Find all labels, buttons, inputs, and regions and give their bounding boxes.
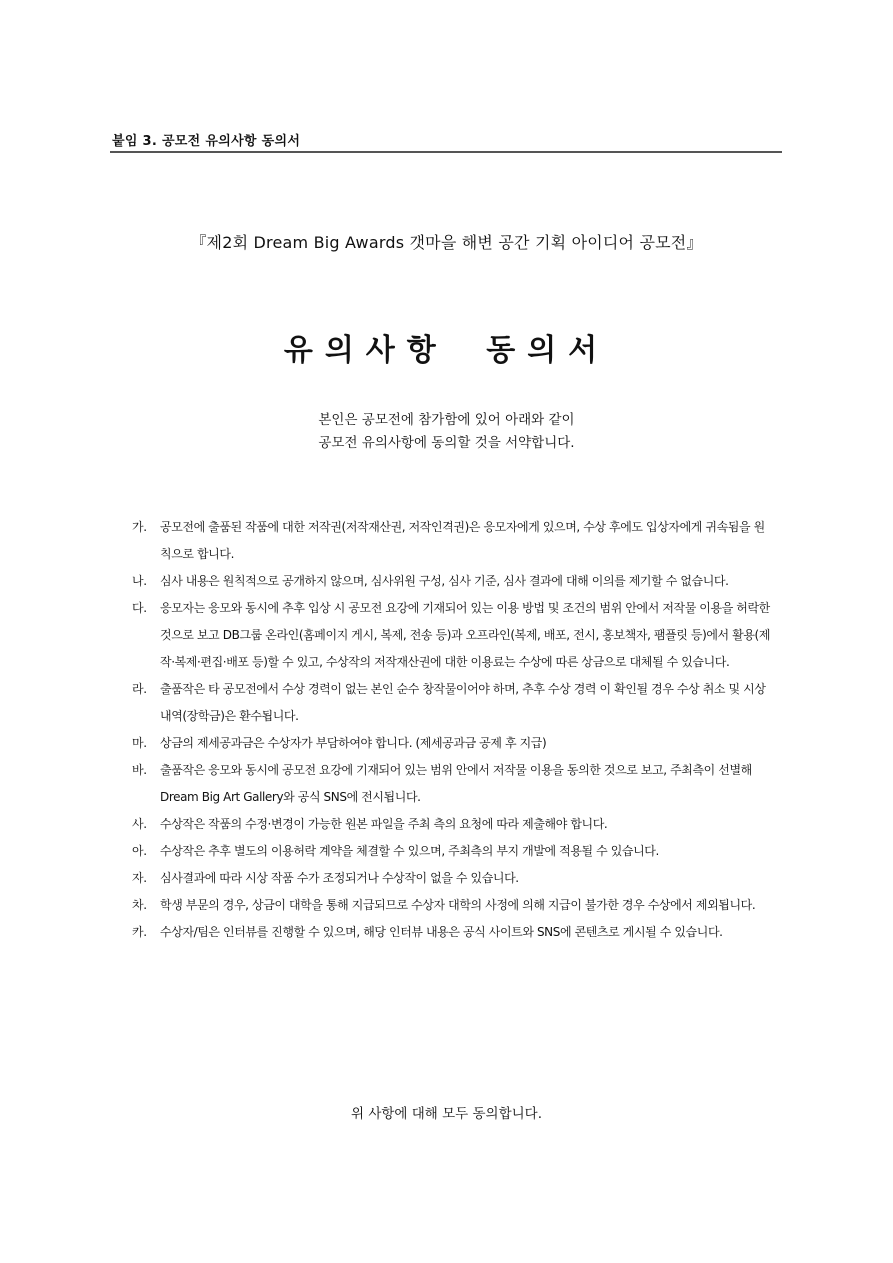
intro-statement <box>0 409 893 455</box>
item-marker: 마. <box>132 736 147 750</box>
item-text: 학생 부문의 경우, 상금이 대학을 통해 지급되므로 수상자 대학의 사정에 의해 지급이 불가한 경우 수상에서 제외됩니다. <box>160 898 756 912</box>
item-marker: 라. <box>132 682 147 696</box>
item-text: 출품작은 응모와 동시에 공모전 요강에 기재되어 있는 범위 안에서 저작물 이용을 동의한 것으로 보고, 주최측이 선별해 Dream Big Art Gallery와 공식 SNS에 전시됩니다. <box>160 763 752 804</box>
intro-line-1: 본인은 공모전에 참가함에 있어 아래와 같이 <box>318 412 575 428</box>
item-text: 수상작은 작품의 수정·변경이 가능한 원본 파일을 주최 측의 요청에 따라 제출해야 합니다. <box>160 817 608 831</box>
notice-item <box>132 757 772 811</box>
closing-statement: 위 사항에 대해 모두 동의합니다. <box>351 1106 542 1122</box>
document-title: 유의사항 동의서 <box>283 333 610 368</box>
header-divider <box>110 151 782 153</box>
item-marker: 차. <box>132 898 147 912</box>
item-marker: 아. <box>132 844 147 858</box>
item-text: 상금의 제세공과금은 수상자가 부담하여야 합니다. (제세공과금 공제 후 지급) <box>160 736 547 750</box>
item-marker: 나. <box>132 574 147 588</box>
intro-line-2: 공모전 유의사항에 동의할 것을 서약합니다. <box>318 435 575 451</box>
item-text: 응모자는 응모와 동시에 추후 입상 시 공모전 요강에 기재되어 있는 이용 방법 및 조건의 범위 안에서 저작물 이용을 허락한 것으로 보고 DB그룹 온라인(홈페이지 게시, 복제, 전송 등)과 오프라인(복제, 배포, 전시, 홍보책자, 팸플릿 등)에서 활용(제작·복제·편집·배포 등)할 수 있고, 수상작의 저작재산권에 대한 이용료는 수상에 따른 상금으로 대체될 수 있습니다. <box>160 601 771 669</box>
notice-item <box>132 676 772 730</box>
item-marker: 바. <box>132 763 147 777</box>
notice-items-list <box>132 514 772 946</box>
notice-item <box>132 568 772 595</box>
item-text: 출품작은 타 공모전에서 수상 경력이 없는 본인 순수 창작물이어야 하며, 추후 수상 경력 이 확인될 경우 수상 취소 및 시상 내역(장학금)은 환수됩니다. <box>160 682 766 723</box>
item-text: 심사결과에 따라 시상 작품 수가 조정되거나 수상작이 없을 수 있습니다. <box>160 871 519 885</box>
notice-item <box>132 919 772 946</box>
item-text: 수상작은 추후 별도의 이용허락 계약을 체결할 수 있으며, 주최측의 부지 개발에 적용될 수 있습니다. <box>160 844 659 858</box>
notice-item <box>132 838 772 865</box>
contest-title: 『제2회 Dream Big Awards 갯마을 해변 공간 기획 아이디어 공모전』 <box>190 233 703 252</box>
notice-item <box>132 514 772 568</box>
item-text: 수상자/팀은 인터뷰를 진행할 수 있으며, 해당 인터뷰 내용은 공식 사이트와 SNS에 콘텐츠로 게시될 수 있습니다. <box>160 925 723 939</box>
item-marker: 가. <box>132 520 147 534</box>
item-marker: 사. <box>132 817 147 831</box>
item-text: 심사 내용은 원칙적으로 공개하지 않으며, 심사위원 구성, 심사 기준, 심사 결과에 대해 이의를 제기할 수 없습니다. <box>160 574 729 588</box>
attachment-label: 붙임 3. 공모전 유의사항 동의서 <box>112 134 301 149</box>
notice-item <box>132 595 772 676</box>
item-marker: 자. <box>132 871 147 885</box>
item-text: 공모전에 출품된 작품에 대한 저작권(저작재산권, 저작인격권)은 응모자에게 있으며, 수상 후에도 입상자에게 귀속됨을 원칙으로 합니다. <box>160 520 765 561</box>
notice-item <box>132 892 772 919</box>
item-marker: 다. <box>132 601 147 615</box>
notice-item <box>132 811 772 838</box>
notice-item <box>132 865 772 892</box>
item-marker: 카. <box>132 925 147 939</box>
notice-item <box>132 730 772 757</box>
